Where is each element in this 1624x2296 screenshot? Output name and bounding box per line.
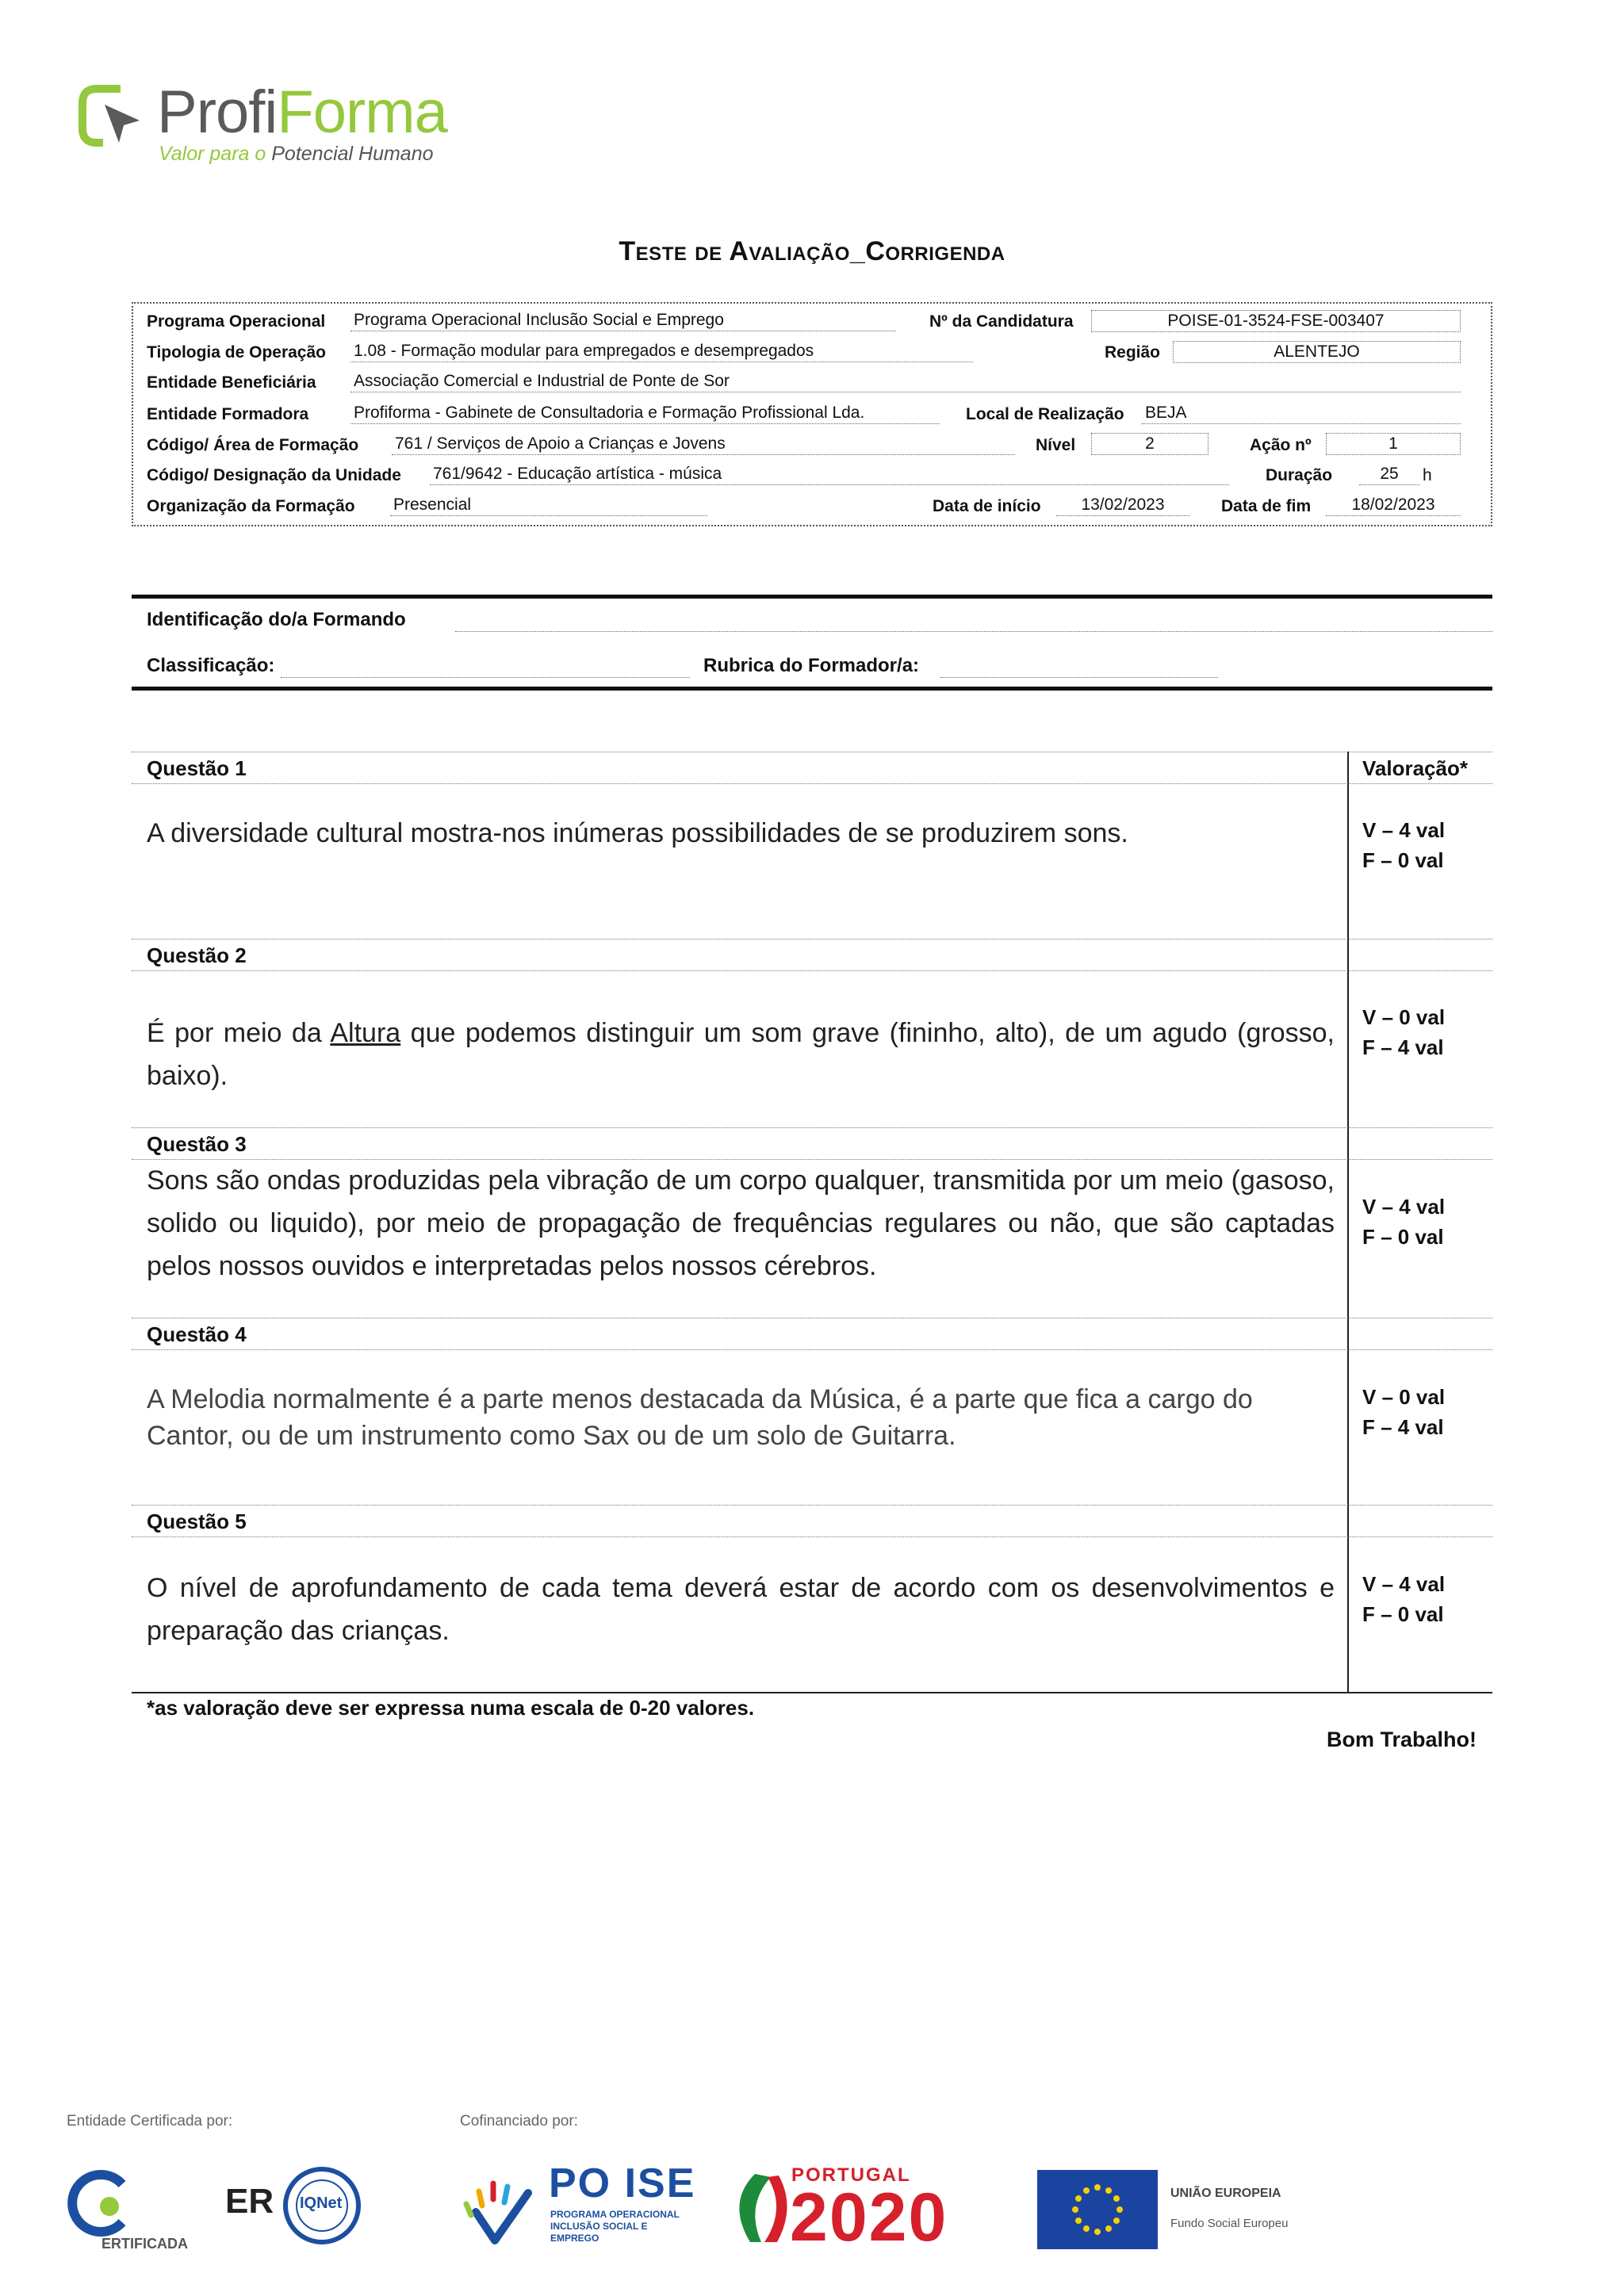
question-3-label: Questão 3 xyxy=(147,1132,247,1156)
rubrica-label: Rubrica do Formador/a: xyxy=(703,655,920,676)
unidade-label: Código/ Designação da Unidade xyxy=(147,466,401,484)
portugal-2020-logo-icon xyxy=(723,2171,790,2245)
profiforma-logo-icon xyxy=(73,79,152,159)
data-fim-value: 18/02/2023 xyxy=(1326,496,1461,516)
candidatura-value: POISE-01-3524-FSE-003407 xyxy=(1091,310,1461,332)
cofinanced-by-caption: Cofinanciado por: xyxy=(460,2113,578,2130)
document-title: Teste de Avaliação_Corrigenda xyxy=(619,236,1005,266)
acao-label: Ação nº xyxy=(1250,436,1312,454)
organizacao-value: Presencial xyxy=(390,496,707,516)
duracao-label: Duração xyxy=(1266,466,1333,484)
formando-label: Identificação do/a Formando xyxy=(147,609,406,630)
question-1-text: A diversidade cultural mostra-nos inúmeras possibilidades de se produzirem sons. xyxy=(147,818,1128,848)
question-1-score-true: V – 4 val xyxy=(1362,818,1446,842)
question-1-score-false: F – 0 val xyxy=(1362,848,1444,872)
brand-name: ProfiForma xyxy=(157,78,447,146)
po-ise-title: PO ISE xyxy=(549,2160,696,2206)
local-value: BEJA xyxy=(1142,404,1461,424)
unidade-value: 761/9642 - Educação artística - música xyxy=(430,465,1229,485)
beneficiaria-label: Entidade Beneficiária xyxy=(147,373,316,392)
duracao-unit: h xyxy=(1423,466,1432,484)
question-2-score-false: F – 4 val xyxy=(1362,1035,1444,1059)
classificacao-field[interactable] xyxy=(281,675,690,678)
identification-top-rule xyxy=(132,595,1492,599)
row-divider xyxy=(132,783,1492,784)
er-certification-icon: ER xyxy=(225,2182,274,2221)
question-3-text: Sons são ondas produzidas pela vibração de um corpo qualquer, transmitida por um meio (gasoso, solido ou liquido), por meio de propagação de frequências regulares ou não, que são captadas pelos nossos ouvidos e interpretadas pelos nossos cérebros. xyxy=(147,1165,1335,1281)
data-inicio-value: 13/02/2023 xyxy=(1056,496,1189,516)
question-1-label: Questão 1 xyxy=(147,756,247,780)
local-label: Local de Realização xyxy=(966,405,1124,423)
question-4-text: A Melodia normalmente é a parte menos destacada da Música, é a parte que fica a cargo do Cantor, ou de um instrumento como Sax ou de um solo de Guitarra. xyxy=(147,1384,1253,1451)
question-5-score-true: V – 4 val xyxy=(1362,1572,1446,1596)
tipologia-value: 1.08 - Formação modular para empregados e desempregados xyxy=(350,342,973,362)
question-5-text: O nível de aprofundamento de cada tema deverá estar de acordo com os desenvolvimentos e preparação das crianças. xyxy=(147,1573,1335,1646)
table-bottom-border xyxy=(132,1692,1492,1693)
rubrica-field[interactable] xyxy=(940,675,1218,678)
classificacao-label: Classificação: xyxy=(147,655,275,676)
row-divider xyxy=(132,1349,1492,1350)
iqnet-text: IQNet xyxy=(300,2195,343,2212)
formando-field[interactable] xyxy=(455,629,1492,632)
po-ise-subtitle: PROGRAMA OPERACIONAL INCLUSÃO SOCIAL E EMPREGO xyxy=(550,2209,680,2244)
question-5-score-false: F – 0 val xyxy=(1362,1602,1444,1626)
closing-message: Bom Trabalho! xyxy=(1326,1728,1477,1751)
scoring-footnote: *as valoração deve ser expressa numa escala de 0-20 valores. xyxy=(147,1696,755,1720)
question-2-score-true: V – 0 val xyxy=(1362,1005,1446,1029)
brand-tagline: Valor para o Potencial Humano xyxy=(159,143,434,165)
data-inicio-label: Data de início xyxy=(933,497,1041,515)
candidatura-label: Nº da Candidatura xyxy=(929,312,1074,331)
question-3-score-false: F – 0 val xyxy=(1362,1225,1444,1249)
question-4-score-true: V – 0 val xyxy=(1362,1385,1446,1409)
certified-entity-logo-icon xyxy=(67,2170,133,2237)
row-divider xyxy=(132,970,1492,971)
eu-flag-icon xyxy=(1037,2170,1158,2249)
organizacao-label: Organização da Formação xyxy=(147,497,355,515)
score-column-divider xyxy=(1347,752,1349,1693)
question-3-score-true: V – 4 val xyxy=(1362,1195,1446,1219)
eu-title: UNIÃO EUROPEIA xyxy=(1170,2187,1281,2200)
question-4-label: Questão 4 xyxy=(147,1322,247,1346)
question-2-text: É por meio da Altura que podemos distinguir um som grave (fininho, alto), de um agudo (grosso, baixo). xyxy=(147,1018,1335,1091)
formadora-value: Profiforma - Gabinete de Consultadoria e Formação Profissional Lda. xyxy=(350,404,940,424)
certified-by-caption: Entidade Certificada por: xyxy=(67,2113,233,2130)
po-ise-logo-icon xyxy=(458,2172,538,2248)
duracao-value: 25 xyxy=(1359,465,1419,485)
formadora-label: Entidade Formadora xyxy=(147,405,309,423)
highlighted-term: Altura xyxy=(330,1018,401,1048)
question-2-label: Questão 2 xyxy=(147,943,247,967)
regiao-label: Região xyxy=(1105,343,1161,362)
regiao-value: ALENTEJO xyxy=(1173,341,1461,363)
nivel-value: 2 xyxy=(1091,433,1208,455)
area-formacao-label: Código/ Área de Formação xyxy=(147,436,359,454)
programa-operacional-label: Programa Operacional xyxy=(147,312,326,331)
acao-value: 1 xyxy=(1326,433,1461,455)
portugal-word: PORTUGAL xyxy=(791,2164,911,2186)
question-5-label: Questão 5 xyxy=(147,1510,247,1533)
programa-operacional-value: Programa Operacional Inclusão Social e Emprego xyxy=(350,311,896,331)
question-4-score-false: F – 4 val xyxy=(1362,1415,1444,1439)
row-divider xyxy=(132,1536,1492,1537)
certified-entity-text: ERTIFICADA xyxy=(102,2236,188,2252)
data-fim-label: Data de fim xyxy=(1221,497,1312,515)
identification-bottom-rule xyxy=(132,687,1492,691)
row-divider xyxy=(132,1505,1492,1506)
valoracao-header: Valoração* xyxy=(1362,756,1468,780)
eu-subtitle: Fundo Social Europeu xyxy=(1170,2217,1289,2230)
portugal-year: 2020 xyxy=(790,2179,948,2256)
area-formacao-value: 761 / Serviços de Apoio a Crianças e Jovens xyxy=(392,434,1015,455)
row-divider xyxy=(132,1127,1492,1128)
beneficiaria-value: Associação Comercial e Industrial de Ponte de Sor xyxy=(350,372,1461,392)
tipologia-label: Tipologia de Operação xyxy=(147,343,326,362)
nivel-label: Nível xyxy=(1036,436,1076,454)
